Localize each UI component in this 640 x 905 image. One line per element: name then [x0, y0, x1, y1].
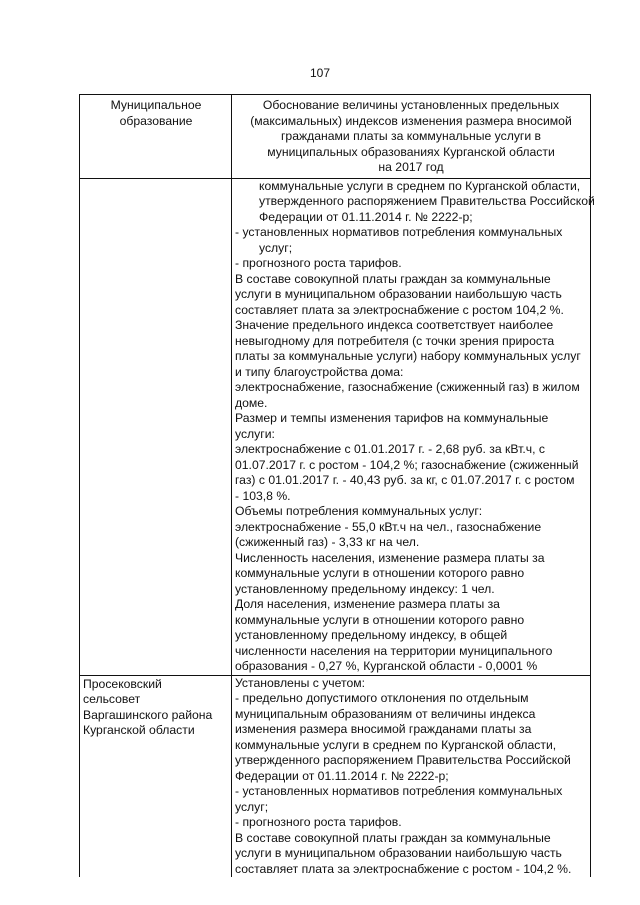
text-line: Доля населения, изменение размера платы за — [235, 597, 500, 611]
text-line: сельсовет — [83, 692, 141, 706]
text-line: Курганской области — [83, 723, 195, 737]
municipality-cell — [80, 179, 232, 676]
text-line: коммунальные услуги в отношении которого равно — [235, 566, 525, 580]
table-row — [80, 178, 595, 676]
justification-cell — [232, 676, 591, 878]
text-line: утвержденного распоряжением Правительства Российской — [259, 194, 595, 208]
justification-cell — [232, 178, 595, 676]
text-line: услуг; — [235, 799, 269, 814]
header-justification-line: муниципальных образованиях Курганской области — [267, 144, 555, 159]
municipality-cell — [80, 676, 232, 878]
text-line: установленному предельному индексу, в общей — [235, 628, 508, 642]
text-line: утвержденного распоряжением Правительства Российской — [235, 753, 571, 767]
text-line: Федерации от 01.11.2014 г. № 2222-р; — [235, 768, 449, 783]
header-justification-line: Обоснование величины установленных предельных — [262, 98, 560, 112]
text-line: Численность населения, изменение размера платы за — [235, 550, 545, 565]
text-line: услуг; — [259, 240, 293, 255]
text-line: В составе совокупной платы граждан за коммунальные — [235, 830, 551, 845]
text-line: электроснабжение с 01.01.2017 г. - 2,68 руб. за кВт.ч, с — [235, 442, 545, 456]
text-line: - прогнозного роста тарифов. — [235, 256, 402, 270]
text-line: муниципальным образованиям от величины индекса — [235, 706, 536, 721]
tariff-index-table — [79, 94, 595, 877]
text-line: численности населения на территории муниципального — [235, 643, 553, 658]
text-line: (сжиженный газ) - 3,33 кг на чел. — [235, 535, 420, 549]
text-line: Варгашинского района — [83, 707, 213, 722]
header-justification-line: гражданами платы за коммунальные услуги в — [280, 129, 542, 143]
text-line: Размер и темпы изменения тарифов на коммунальные — [235, 411, 549, 425]
text-line: услуги в муниципальном образовании наибольшую часть — [235, 287, 562, 301]
text-line: Установлены с учетом: — [235, 675, 365, 690]
header-municipality-line: образование — [119, 113, 193, 128]
text-line: электроснабжение - 55,0 кВт.ч на чел., газоснабжение — [235, 519, 542, 534]
text-line: коммунальные услуги в среднем по Курганской области, — [259, 178, 581, 193]
text-line: В составе совокупной платы граждан за коммунальные — [235, 271, 551, 286]
table-row — [80, 676, 591, 878]
text-line: электроснабжение, газоснабжение (сжиженный газ) в жилом — [235, 380, 580, 394]
text-line: газ) с 01.01.2017 г. - 40,43 руб. за кг, с 01.07.2017 г. с ростом — [235, 473, 575, 487]
text-line: - установленных нормативов потребления коммунальных — [235, 784, 563, 798]
text-line: платы за коммунальные услуги) набору коммунальных услуг — [235, 349, 581, 363]
text-line: Федерации от 01.11.2014 г. № 2222-р; — [259, 209, 473, 224]
text-line: образования - 0,27 %, Курганской области - 0,0001 % — [235, 659, 538, 673]
text-line: и типу благоустройства дома: — [235, 364, 404, 379]
text-line: 01.07.2017 г. с ростом - 104,2 %; газоснабжение (сжиженный — [235, 457, 579, 472]
text-line: услуги: — [235, 426, 275, 441]
text-line: - 103,8 %. — [235, 488, 291, 503]
text-line: Объемы потребления коммунальных услуг: — [235, 504, 483, 518]
text-line: Значение предельного индекса соответствует наиболее — [235, 318, 554, 332]
text-line: услуги в муниципальном образовании наибольшую часть — [235, 846, 562, 860]
text-line: коммунальные услуги в отношении которого равно — [235, 612, 525, 627]
text-line: изменения размера вносимой гражданами платы за — [235, 722, 532, 736]
header-justification-line: (максимальных) индексов изменения размера вносимой — [250, 113, 572, 128]
text-line: коммунальные услуги в среднем по Курганской области, — [235, 737, 557, 752]
text-line: невыгодному для потребителя (с точки зрения прироста — [235, 333, 555, 348]
text-line: составляет плата за электроснабжение с ростом 104,2 %. — [235, 302, 564, 317]
text-line: доме. — [235, 395, 268, 410]
text-line: - установленных нормативов потребления коммунальных — [235, 225, 563, 239]
header-municipality — [80, 95, 232, 179]
table-header-row — [80, 95, 591, 179]
text-line: Просековский — [83, 676, 162, 691]
text-line: - предельно допустимого отклонения по отдельным — [235, 691, 529, 705]
text-line: составляет плата за электроснабжение с ростом - 104,2 %. — [235, 861, 572, 876]
header-justification-line: на 2017 год — [378, 160, 444, 174]
text-line: установленному предельному индексу: 1 чел. — [235, 581, 495, 596]
header-municipality-line: Муниципальное — [110, 98, 202, 112]
page-number: 107 — [309, 66, 331, 80]
header-justification — [232, 95, 591, 179]
text-line: - прогнозного роста тарифов. — [235, 815, 402, 829]
